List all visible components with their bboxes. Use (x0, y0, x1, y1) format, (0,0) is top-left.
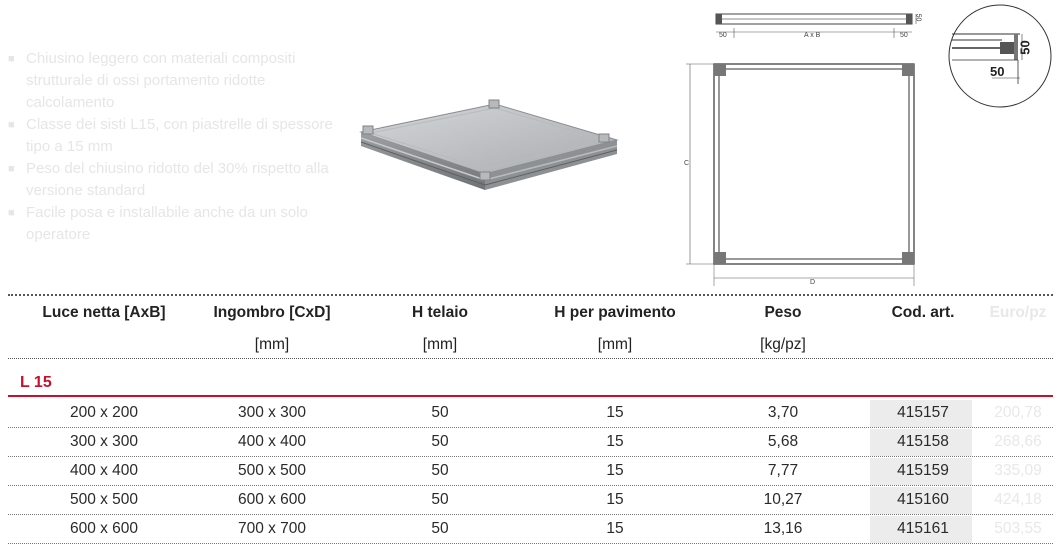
intro-bullet (8, 48, 353, 114)
cell-luce: 200 x 200 (69, 404, 139, 421)
intro-bullet (8, 202, 353, 246)
bullet-text: Chiusino leggero con materiali compositi (26, 50, 296, 67)
cell-peso: 7,77 (767, 462, 799, 479)
section-drawing (712, 8, 924, 44)
cell-peso: 5,68 (767, 433, 799, 450)
detail-height-label: 50 (1017, 40, 1033, 55)
header-cod-art: Cod. art. (891, 304, 955, 321)
table-row (8, 515, 1053, 544)
cell-peso: 3,70 (767, 404, 799, 421)
bullet-text: calcolamento (26, 94, 115, 111)
table-row (8, 428, 1053, 457)
cell-h-telaio: 50 (431, 520, 449, 537)
cell-euro: 335,09 (994, 462, 1042, 479)
bullet-text: versione standard (26, 182, 146, 199)
dimension-label: 50 (900, 32, 908, 39)
cell-h-pavimento: 15 (606, 433, 624, 450)
unit-ingombro: [mm] (254, 336, 290, 353)
cell-h-pavimento: 15 (606, 520, 624, 537)
cell-h-telaio: 50 (431, 491, 449, 508)
table-row (8, 457, 1053, 486)
cell-luce: 400 x 400 (69, 462, 139, 479)
product-table (8, 292, 1053, 550)
table-top-border (8, 294, 1053, 296)
cell-h-pavimento: 15 (606, 404, 624, 421)
header-ingombro: Ingombro [CxD] (213, 304, 331, 321)
section-label: L 15 (20, 374, 52, 391)
table-row (8, 486, 1053, 515)
bullet-text: tipo a 15 mm (26, 138, 113, 155)
cell-h-pavimento: 15 (606, 491, 624, 508)
dimension-label: C (684, 160, 690, 167)
header-luce-netta: Luce netta [AxB] (42, 304, 166, 321)
cell-ingombro: 400 x 400 (237, 433, 307, 450)
bullet-text: Peso del chiusino ridotto del 30% rispetto alla (26, 160, 329, 177)
plan-drawing (676, 58, 926, 290)
detail-width-label: 50 (990, 64, 1005, 79)
cell-h-telaio: 50 (431, 462, 449, 479)
detail-drawing (942, 4, 1054, 112)
unit-h-telaio: [mm] (422, 336, 458, 353)
cell-h-telaio: 50 (431, 433, 449, 450)
cell-peso: 10,27 (763, 491, 803, 508)
cell-cod-art: 415159 (897, 462, 949, 479)
bullet-text: strutturale di ossi portamento ridotte (26, 72, 266, 89)
cell-luce: 500 x 500 (69, 491, 139, 508)
dimension-label: A x B (804, 32, 821, 39)
cell-cod-art: 415160 (897, 491, 949, 508)
bullet-text: operatore (26, 226, 91, 243)
row-divider (8, 543, 1053, 544)
bullet-text: Classe dei sisti L15, con piastrelle di spessore (26, 116, 333, 133)
table-row (8, 399, 1053, 428)
dimension-label: 50 (719, 32, 727, 39)
intro-bullet (8, 114, 353, 158)
section-red-rule (8, 395, 1053, 397)
header-h-telaio: H telaio (412, 304, 468, 321)
intro-bullet-list (8, 48, 353, 246)
cell-luce: 300 x 300 (69, 433, 139, 450)
bullet-text: Facile posa e installabile anche da un solo (26, 204, 308, 221)
product-image (355, 92, 625, 202)
header-euro: Euro/pz (989, 304, 1047, 321)
intro-bullet (8, 158, 353, 202)
header-h-pavimento: H per pavimento (554, 304, 676, 321)
unit-peso: [kg/pz] (760, 336, 806, 353)
cell-cod-art: 415161 (897, 520, 949, 537)
cell-peso: 13,16 (763, 520, 803, 537)
dimension-label: 50 (914, 13, 922, 22)
cell-luce: 600 x 600 (69, 520, 139, 537)
cell-ingombro: 300 x 300 (237, 404, 307, 421)
cell-euro: 424,18 (994, 491, 1042, 508)
cell-h-pavimento: 15 (606, 462, 624, 479)
header-peso: Peso (764, 304, 802, 321)
cell-h-telaio: 50 (431, 404, 449, 421)
cell-cod-art: 415158 (897, 433, 949, 450)
header-divider (8, 358, 1053, 359)
cell-euro: 268,66 (994, 433, 1042, 450)
plan-drawing-lines (676, 58, 926, 290)
cell-cod-art: 415157 (897, 404, 949, 421)
cell-ingombro: 600 x 600 (237, 491, 307, 508)
dimension-label: D (810, 279, 816, 286)
cell-ingombro: 500 x 500 (237, 462, 307, 479)
cell-ingombro: 700 x 700 (237, 520, 307, 537)
cell-euro: 200,78 (994, 404, 1042, 421)
detail-drawing-lines (942, 4, 1054, 112)
cell-euro: 503,55 (994, 520, 1042, 537)
unit-h-pavimento: [mm] (597, 336, 633, 353)
